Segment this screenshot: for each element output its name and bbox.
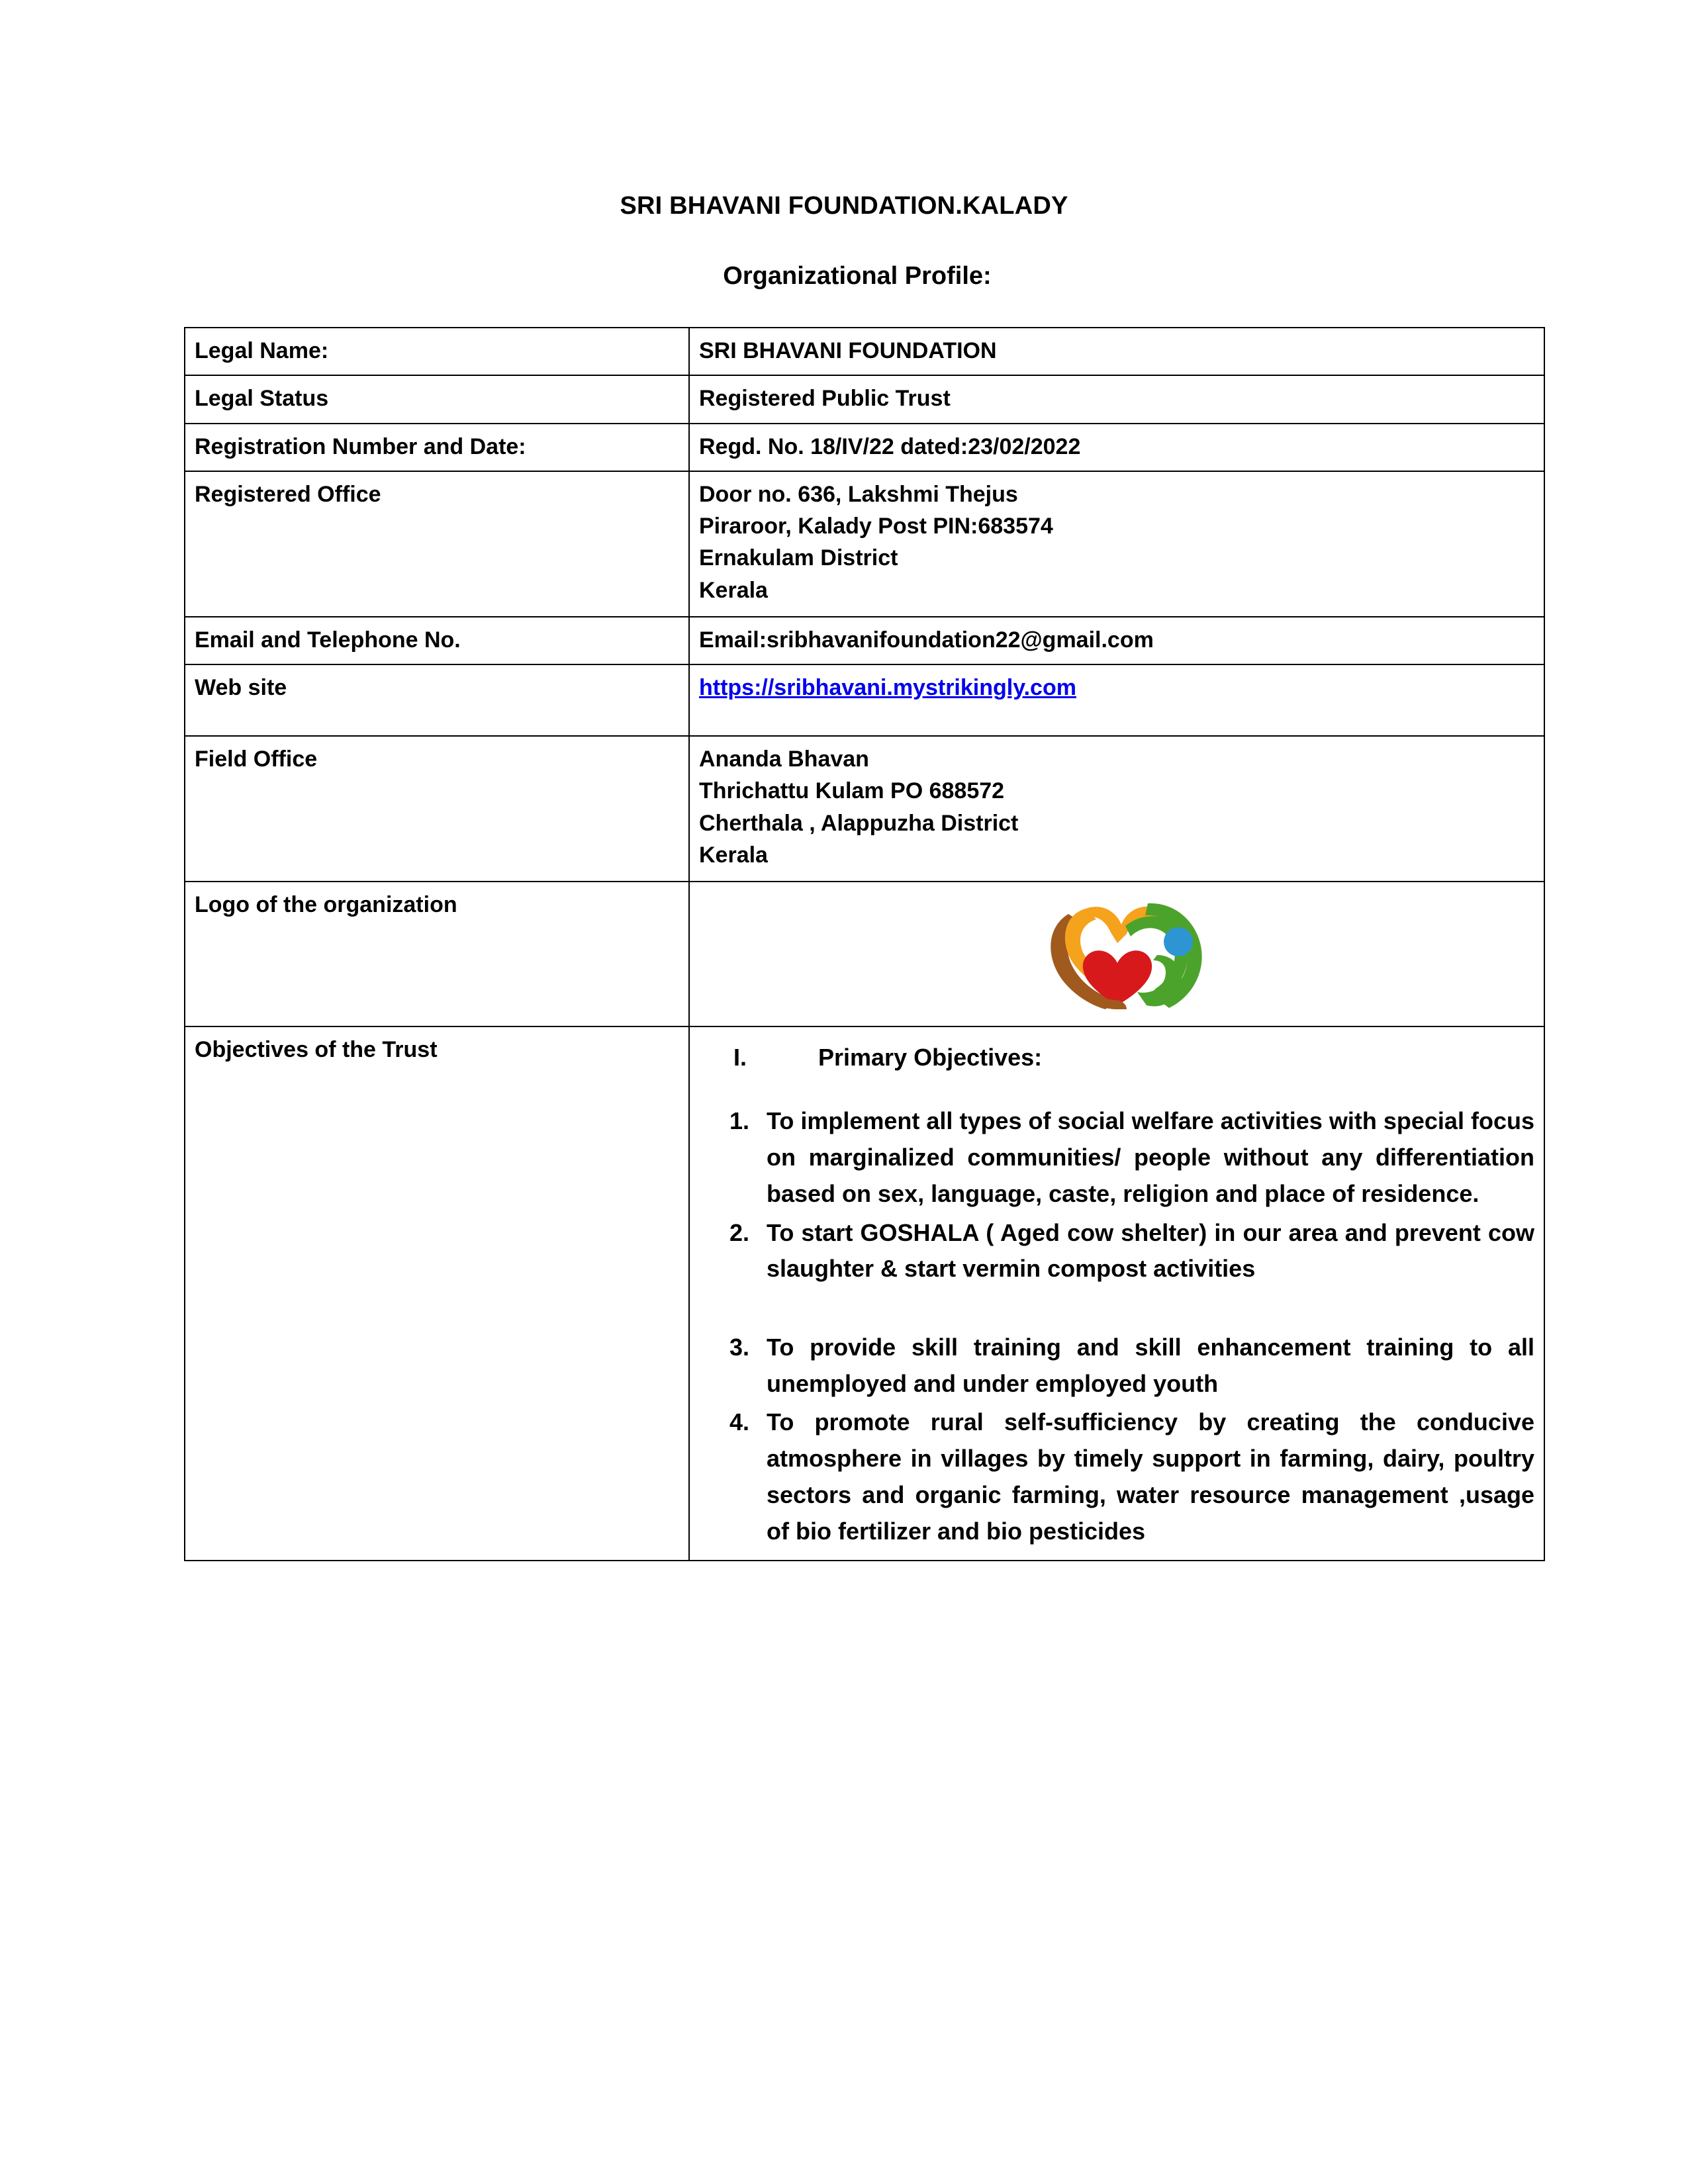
- objectives-list: [699, 1103, 1534, 1549]
- row-label-objectives: Objectives of the Trust: [185, 1026, 689, 1561]
- list-item: [699, 1404, 1534, 1549]
- list-item-number: 3.: [729, 1334, 750, 1361]
- page-subtitle: Organizational Profile:: [723, 261, 992, 290]
- section-title: Primary Objectives:: [818, 1044, 1043, 1071]
- list-item-text: To promote rural self-sufficiency by creating the conducive atmosphere in villages by timely support in farming, dairy, poultry sectors and organic farming, water resource management ,usage of bio fertilizer and bio pesticides: [767, 1408, 1534, 1545]
- table-row-legal-name: [185, 328, 1544, 375]
- heart-hands-logo-icon: [1027, 891, 1206, 1009]
- list-item: [699, 1215, 1534, 1287]
- list-item: [699, 1330, 1534, 1402]
- list-item-text: To implement all types of social welfare activities with special focus on marginalized communities/ people without any differentiation based on sex, language, caste, religion and place of residence.: [767, 1107, 1534, 1207]
- table-row-legal-status: [185, 375, 1544, 423]
- list-spacer: [699, 1290, 1534, 1330]
- list-item-number: 2.: [729, 1218, 750, 1246]
- address-line: Kerala: [699, 577, 768, 603]
- address-line: Thrichattu Kulam PO 688572: [699, 778, 1005, 804]
- list-item-number: 1.: [729, 1107, 750, 1135]
- row-label-legal-status: Legal Status: [185, 375, 689, 423]
- row-label-field-office: Field Office: [185, 736, 689, 882]
- website-link[interactable]: https://sribhavani.mystrikingly.com: [699, 675, 1076, 701]
- profile-table-body: [185, 328, 1544, 1561]
- row-value-registered-office: [689, 471, 1544, 617]
- table-row-field-office: [185, 736, 1544, 882]
- row-value-legal-status: Registered Public Trust: [689, 375, 1544, 423]
- list-item-text: To start GOSHALA ( Aged cow shelter) in our area and prevent cow slaughter & start vermin compost activities: [767, 1218, 1534, 1283]
- table-row-objectives: [185, 1026, 1544, 1561]
- table-row-email-telephone: [185, 617, 1544, 664]
- table-row-logo: [185, 882, 1544, 1026]
- table-row-registered-office: [185, 471, 1544, 617]
- address-line: Piraroor, Kalady Post PIN:683574: [699, 514, 1053, 539]
- row-label-website: Web site: [185, 664, 689, 736]
- table-row-registration: [185, 424, 1544, 471]
- organizational-profile-table: [184, 327, 1545, 1561]
- row-value-logo: [689, 882, 1544, 1026]
- list-item-text: To provide skill training and skill enhancement training to all unemployed and under employed youth: [767, 1334, 1534, 1397]
- row-value-legal-name: SRI BHAVANI FOUNDATION: [689, 328, 1544, 375]
- row-label-logo: Logo of the organization: [185, 882, 689, 1026]
- row-label-legal-name: Legal Name:: [185, 328, 689, 375]
- address-line: Ernakulam District: [699, 545, 898, 571]
- list-item-number: 4.: [729, 1408, 750, 1436]
- address-line: Door no. 636, Lakshmi Thejus: [699, 481, 1018, 507]
- address-line: Cherthala , Alappuzha District: [699, 810, 1019, 836]
- row-value-objectives: [689, 1026, 1544, 1561]
- row-value-registration: Regd. No. 18/IV/22 dated:23/02/2022: [689, 424, 1544, 471]
- section-numeral: I.: [733, 1044, 747, 1071]
- address-line: Ananda Bhavan: [699, 747, 869, 772]
- row-value-email-telephone: Email:sribhavanifoundation22@gmail.com: [689, 617, 1544, 664]
- row-label-registered-office: Registered Office: [185, 471, 689, 617]
- row-label-email-telephone: Email and Telephone No.: [185, 617, 689, 664]
- objectives-section-heading: [699, 1034, 1534, 1103]
- row-value-website: [689, 664, 1544, 736]
- row-value-field-office: [689, 736, 1544, 882]
- row-label-registration: Registration Number and Date:: [185, 424, 689, 471]
- list-item: [699, 1103, 1534, 1212]
- page-title: SRI BHAVANI FOUNDATION.KALADY: [620, 192, 1068, 220]
- table-row-website: [185, 664, 1544, 736]
- address-line: Kerala: [699, 842, 768, 868]
